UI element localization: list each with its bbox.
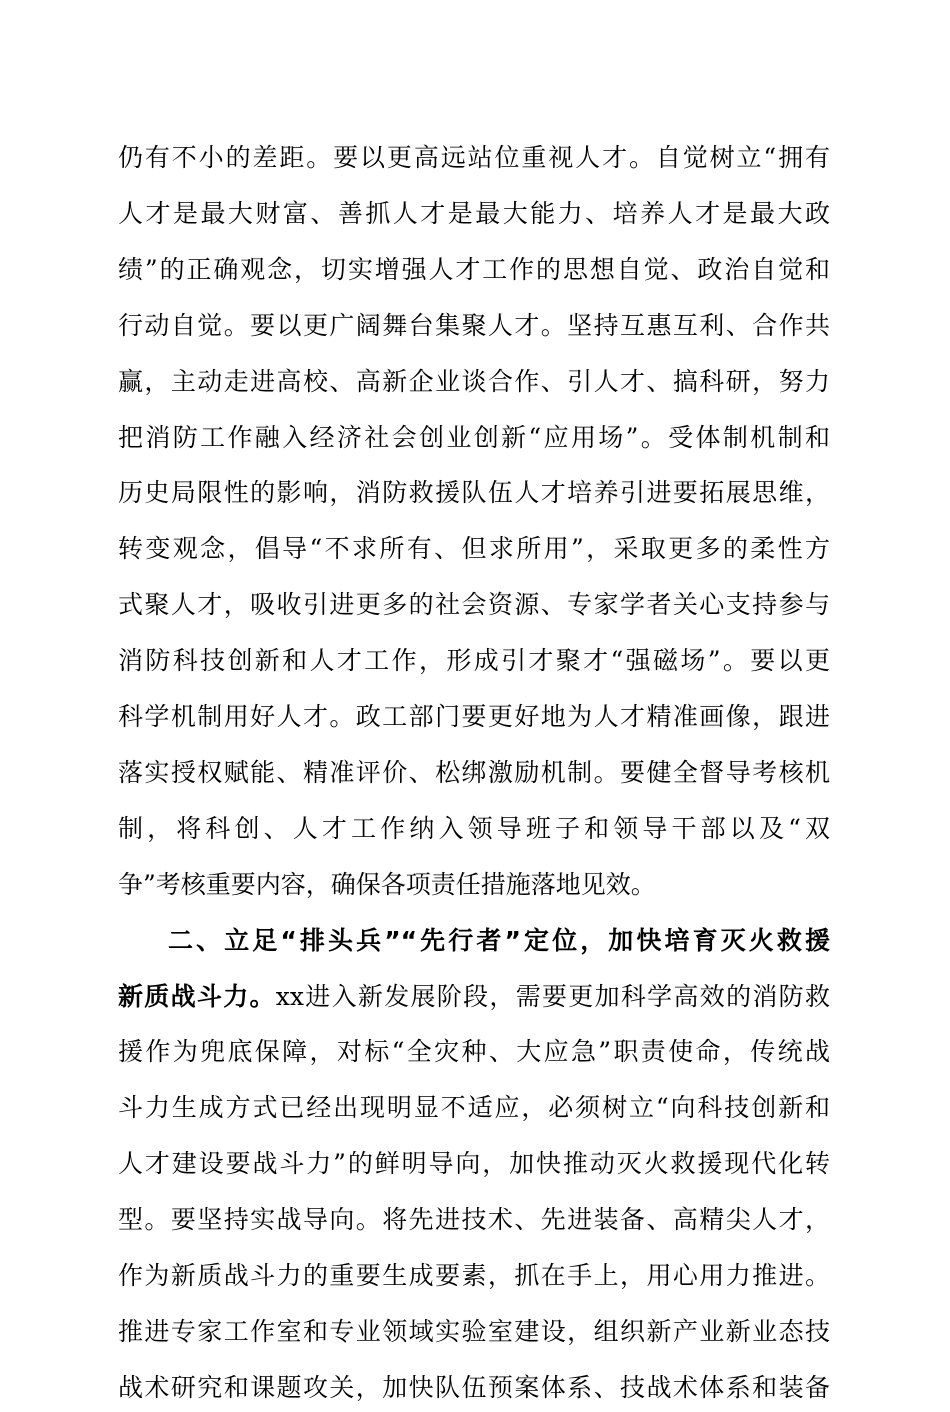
section-heading: 二、立足“排头兵”“先行者”定位，加快培育灭火救援 <box>168 926 830 955</box>
body-text-line: 绩”的正确观念，切实增强人才工作的思想自觉、政治自觉和 <box>118 255 830 284</box>
body-text-line: 斗力生成方式已经出现明显不适应，必须树立“向科技创新和 <box>118 1093 830 1122</box>
body-text-line: 援作为兜底保障，对标“全灾种、大应急”职责使命，传统战 <box>118 1037 830 1066</box>
section-heading-tail: 新质战斗力。 <box>118 982 276 1011</box>
body-text-line: 人才建设要战斗力”的鲜明导向，加快推动灭火救援现代化转 <box>118 1149 830 1178</box>
body-text-line: 制，将科创、人才工作纳入领导班子和领导干部以及“双 <box>118 814 830 843</box>
body-text-line: 争”考核重要内容，确保各项责任措施落地见效。 <box>118 870 656 899</box>
body-text-line: 行动自觉。要以更广阔舞台集聚人才。坚持互惠互利、合作共 <box>118 311 830 340</box>
body-text-line: 战术研究和课题攻关，加快队伍预案体系、技战术体系和装备 <box>118 1373 830 1402</box>
body-text-line: 作为新质战斗力的重要生成要素，抓在手上，用心用力推进。 <box>118 1261 830 1290</box>
body-text-line: 落实授权赋能、精准评价、松绑激励机制。要健全督导考核机 <box>118 758 830 787</box>
body-text-line: 历史局限性的影响，消防救援队伍人才培养引进要拓展思维， <box>118 478 830 507</box>
section-heading-continuation <box>118 973 830 1021</box>
body-text-line: 转变观念，倡导“不求所有、但求所用”，采取更多的柔性方 <box>118 534 830 563</box>
body-text-line: 推进专家工作室和专业领域实验室建设，组织新产业新业态技 <box>118 1317 830 1346</box>
body-text-line: 仍有不小的差距。要以更高远站位重视人才。自觉树立“拥有 <box>118 143 830 172</box>
body-text-line: 消防科技创新和人才工作，形成引才聚才“强磁场”。要以更 <box>118 646 830 675</box>
body-text-line: 赢，主动走进高校、高新企业谈合作、引人才、搞科研，努力 <box>118 367 830 396</box>
body-text-inline: xx进入新发展阶段，需要更加科学高效的消防救 <box>275 982 830 1011</box>
body-text-line: 科学机制用好人才。政工部门要更好地为人才精准画像，跟进 <box>118 702 830 731</box>
body-text-line: 把消防工作融入经济社会创业创新“应用场”。受体制机制和 <box>118 423 830 452</box>
body-text-line: 式聚人才，吸收引进更多的社会资源、专家学者关心支持参与 <box>118 590 830 619</box>
body-text-line: 人才是最大财富、善抓人才是最大能力、培养人才是最大政 <box>118 199 830 228</box>
body-text-line: 型。要坚持实战导向。将先进技术、先进装备、高精尖人才， <box>118 1205 830 1234</box>
